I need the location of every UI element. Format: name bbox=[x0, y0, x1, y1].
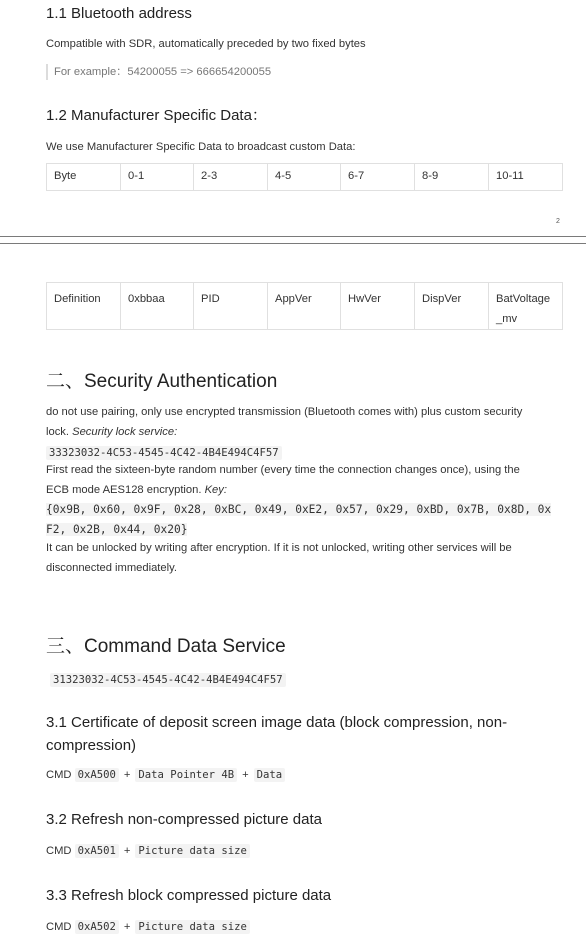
table-cell: 0xbbaa bbox=[121, 283, 194, 330]
table-cell: 10-11 bbox=[489, 164, 563, 191]
cmd-3-2-line bbox=[46, 842, 250, 862]
table-cell: Definition bbox=[47, 283, 121, 330]
msd-table-header bbox=[46, 163, 563, 191]
msd-table-body bbox=[46, 282, 563, 330]
plus-sign: + bbox=[242, 769, 249, 781]
table-cell: BatVoltage_mv bbox=[489, 283, 563, 330]
cmd-label: CMD bbox=[46, 921, 72, 933]
section-2-title: 二、Security Authentication bbox=[46, 371, 278, 392]
table-cell: 6-7 bbox=[341, 164, 415, 191]
table-cell: 4-5 bbox=[268, 164, 341, 191]
page-1 bbox=[0, 0, 586, 236]
text-span: ECB mode AES128 encryption. bbox=[46, 483, 205, 496]
key-line-2: F2, 0x2B, 0x44, 0x20} bbox=[46, 523, 188, 536]
section-1-1-title: 1.1 Bluetooth address bbox=[46, 5, 192, 22]
section-2-paragraph-3 bbox=[46, 539, 576, 578]
cmd-label: CMD bbox=[46, 845, 72, 857]
heading-line: 3.1 Certificate of deposit screen image data (block compression, non- bbox=[46, 714, 508, 731]
key-line bbox=[46, 520, 586, 540]
text-line bbox=[46, 423, 566, 443]
section-1-1-text: Compatible with SDR, automatically preceded by two fixed bytes bbox=[46, 38, 366, 50]
section-2-paragraph-1 bbox=[46, 403, 566, 442]
text-line: do not use pairing, only use encrypted transmission (Bluetooth comes with) plus custom security bbox=[46, 406, 523, 418]
example-quote: For example：54200055 => 666654200055 bbox=[46, 64, 271, 80]
page-2 bbox=[0, 244, 586, 948]
table-cell: 8-9 bbox=[415, 164, 489, 191]
section-2-paragraph-2 bbox=[46, 461, 576, 500]
text-line: First read the sixteen-byte random number (every time the connection changes once), using the bbox=[46, 464, 520, 476]
key-label: Key: bbox=[204, 483, 227, 496]
security-uuid-line bbox=[46, 443, 282, 461]
cmd-3-3-line bbox=[46, 918, 250, 938]
cmd-arg-data: Data bbox=[254, 768, 286, 782]
cmd-arg-picture-size: Picture data size bbox=[135, 920, 249, 934]
section-3-title: 三、Command Data Service bbox=[46, 636, 286, 657]
table-cell: DispVer bbox=[415, 283, 489, 330]
cmd-code-a502: 0xA502 bbox=[75, 920, 119, 934]
table-cell: PID bbox=[194, 283, 268, 330]
text-line: disconnected immediately. bbox=[46, 561, 177, 574]
text-line: It can be unlocked by writing after encryption. If it is not unlocked, writing other services will be bbox=[46, 542, 512, 554]
text-line bbox=[46, 481, 576, 501]
table-row bbox=[47, 164, 563, 191]
command-uuid: 31323032-4C53-4545-4C42-4B4E494C4F57 bbox=[50, 673, 286, 687]
section-3-3-title: 3.3 Refresh block compressed picture data bbox=[46, 887, 332, 904]
table-cell: AppVer bbox=[268, 283, 341, 330]
cmd-arg-picture-size: Picture data size bbox=[135, 844, 249, 858]
page-number: 2 bbox=[556, 218, 560, 225]
table-cell: Byte bbox=[47, 164, 121, 191]
plus-sign: + bbox=[123, 845, 131, 857]
text-span: lock. bbox=[46, 425, 73, 438]
cmd-3-1-line bbox=[46, 766, 285, 786]
section-1-2-text: We use Manufacturer Specific Data to broadcast custom Data: bbox=[46, 141, 356, 153]
page-break bbox=[0, 236, 586, 244]
table-cell: 0-1 bbox=[121, 164, 194, 191]
section-3-1-title bbox=[46, 711, 576, 757]
cmd-label: CMD bbox=[46, 769, 72, 781]
table-row bbox=[47, 283, 563, 330]
cmd-code-a500: 0xA500 bbox=[75, 768, 119, 782]
cmd-code-a501: 0xA501 bbox=[75, 844, 119, 858]
table-cell: HwVer bbox=[341, 283, 415, 330]
aes-key-block bbox=[46, 500, 586, 540]
security-lock-label: Security lock service: bbox=[72, 425, 178, 438]
key-line-1: {0x9B, 0x60, 0x9F, 0x28, 0xBC, 0x49, 0xE2, 0x57, 0x29, 0xBD, 0x7B, 0x8D, 0x bbox=[46, 503, 552, 516]
key-line bbox=[46, 500, 586, 520]
cmd-arg-data-pointer: Data Pointer 4B bbox=[135, 768, 237, 782]
command-uuid-line bbox=[50, 670, 286, 688]
heading-line: compression) bbox=[46, 737, 137, 754]
table-cell: 2-3 bbox=[194, 164, 268, 191]
security-uuid: 33323032-4C53-4545-4C42-4B4E494C4F57 bbox=[46, 446, 282, 460]
section-1-2-title: 1.2 Manufacturer Specific Data： bbox=[46, 107, 267, 124]
plus-sign: + bbox=[123, 769, 131, 781]
section-3-2-title: 3.2 Refresh non-compressed picture data bbox=[46, 811, 322, 828]
plus-sign: + bbox=[123, 921, 131, 933]
